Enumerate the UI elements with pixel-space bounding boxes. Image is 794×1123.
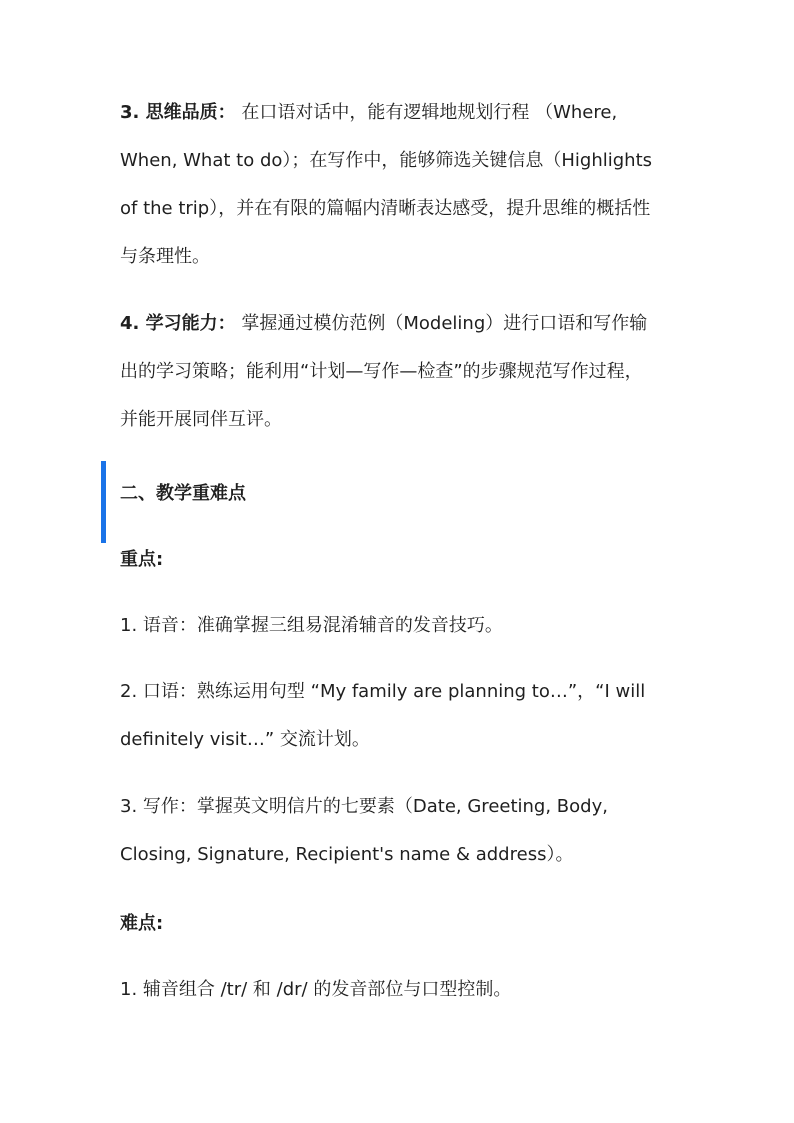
learning-ability-text-2: 出的学习策略；能利用“计划—写作—检查”的步骤规范写作过程， [120, 361, 643, 382]
key-point-3 [120, 783, 680, 879]
thinking-quality-text-4: 与条理性。 [120, 246, 210, 267]
key-point-2-line-1: 2. 口语：熟练运用句型 “My family are planning to…”，“I will [120, 681, 646, 702]
learning-ability-text-1: 掌握通过模仿范例（Modeling）进行口语和写作输 [235, 313, 648, 334]
learning-ability-label: 4. 学习能力： [120, 313, 236, 334]
section-heading: 二、教学重难点 [120, 483, 246, 504]
thinking-quality-text-1: 在口语对话中，能有逻辑地规划行程 （Where, [235, 102, 618, 123]
thinking-quality-line-1 [120, 89, 680, 137]
learning-ability-paragraph [120, 300, 680, 444]
key-point-3-line-2: Closing, Signature, Recipient's name & address）。 [120, 844, 574, 865]
thinking-quality-text-2: When, What to do）；在写作中，能够筛选关键信息（Highlights [120, 150, 653, 171]
learning-ability-text-3: 并能开展同伴互评。 [120, 409, 282, 430]
key-points-heading: 重点: [120, 549, 164, 570]
thinking-quality-label: 3. 思维品质： [120, 102, 236, 123]
key-point-1-text: 1. 语音：准确掌握三组易混淆辅音的发音技巧。 [120, 615, 503, 636]
key-point-2-line-2: definitely visit…” 交流计划。 [120, 729, 370, 750]
thinking-quality-text-3: of the trip），并在有限的篇幅内清晰表达感受，提升思维的概括性 [120, 198, 651, 219]
key-point-1 [120, 602, 680, 650]
thinking-quality-paragraph [120, 89, 680, 281]
key-point-2 [120, 668, 680, 764]
difficult-points-heading: 难点: [120, 913, 164, 934]
section-accent-bar [101, 461, 106, 543]
difficult-point-1 [120, 966, 680, 1014]
learning-ability-line-1 [120, 300, 680, 348]
key-point-3-line-1: 3. 写作：掌握英文明信片的七要素（Date, Greeting, Body, [120, 796, 608, 817]
difficult-point-1-text: 1. 辅音组合 /tr/ 和 /dr/ 的发音部位与口型控制。 [120, 979, 512, 1000]
